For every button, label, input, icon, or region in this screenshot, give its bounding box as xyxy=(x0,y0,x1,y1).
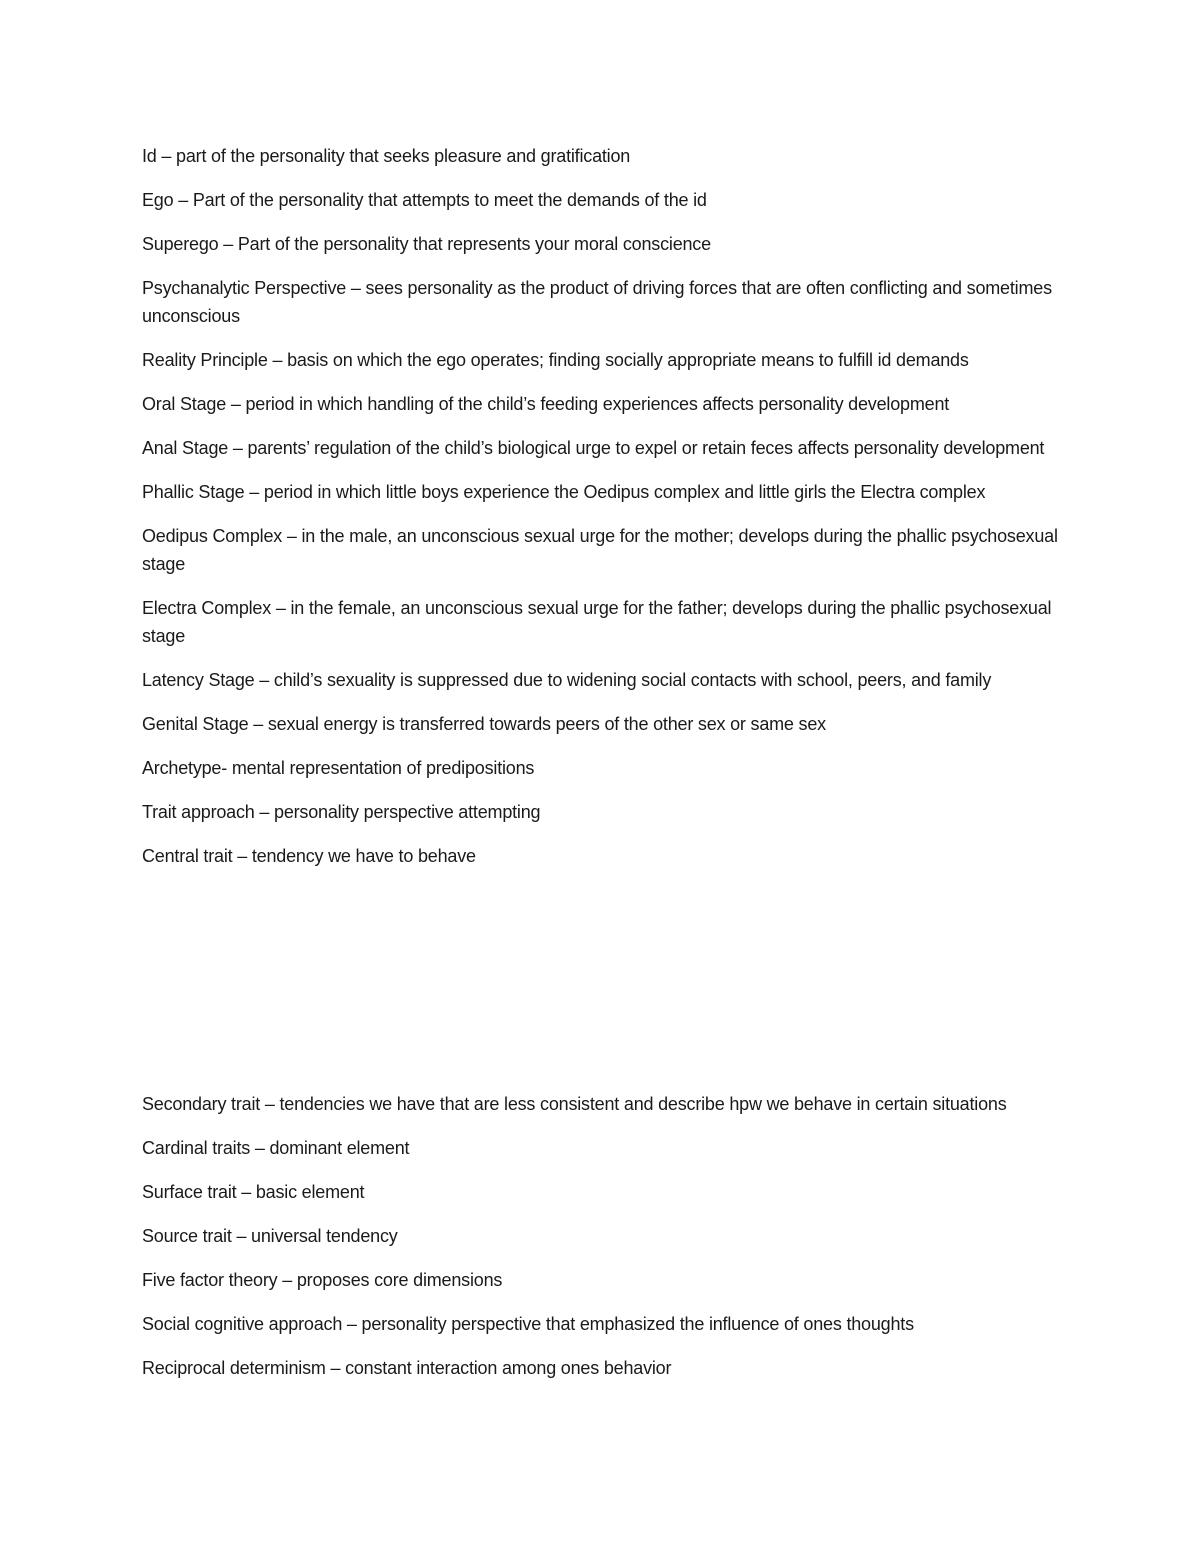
definition-trait-approach: Trait approach – personality perspective attempting xyxy=(142,802,541,822)
definition-psychanalytic-perspective: Psychanalytic Perspective – sees personality as the product of driving forces that are often conflicting and sometimes unconscious xyxy=(142,278,1052,326)
definitions-block-2 xyxy=(142,1090,1062,1398)
definition-electra-complex: Electra Complex – in the female, an unconscious sexual urge for the father; develops during the phallic psychosexual stage xyxy=(142,598,1052,646)
definition-cardinal-traits: Cardinal traits – dominant element xyxy=(142,1138,410,1158)
definition-archetype: Archetype- mental representation of predipositions xyxy=(142,758,535,778)
definitions-block-1 xyxy=(142,142,1062,886)
definition-oedipus-complex: Oedipus Complex – in the male, an unconscious sexual urge for the mother; develops during the phallic psychosexual stage xyxy=(142,526,1058,574)
definition-secondary-trait: Secondary trait – tendencies we have that are less consistent and describe hpw we behave in certain situations xyxy=(142,1094,1007,1114)
definition-id: Id – part of the personality that seeks pleasure and gratification xyxy=(142,146,631,166)
definition-reality-principle: Reality Principle – basis on which the ego operates; finding socially appropriate means to fulfill id demands xyxy=(142,350,969,370)
definition-ego: Ego – Part of the personality that attempts to meet the demands of the id xyxy=(142,190,707,210)
definition-central-trait: Central trait – tendency we have to behave xyxy=(142,846,476,866)
definition-superego: Superego – Part of the personality that represents your moral conscience xyxy=(142,234,711,254)
definition-latency-stage: Latency Stage – child’s sexuality is suppressed due to widening social contacts with school, peers, and family xyxy=(142,670,992,690)
definition-anal-stage: Anal Stage – parents’ regulation of the child’s biological urge to expel or retain feces affects personality development xyxy=(142,438,1045,458)
definition-social-cognitive-approach: Social cognitive approach – personality perspective that emphasized the influence of ones thoughts xyxy=(142,1314,914,1334)
definition-five-factor-theory: Five factor theory – proposes core dimensions xyxy=(142,1270,503,1290)
definition-source-trait: Source trait – universal tendency xyxy=(142,1226,398,1246)
definition-phallic-stage: Phallic Stage – period in which little boys experience the Oedipus complex and little girls the Electra complex xyxy=(142,482,986,502)
definition-reciprocal-determinism: Reciprocal determinism – constant interaction among ones behavior xyxy=(142,1358,672,1378)
definition-oral-stage: Oral Stage – period in which handling of the child’s feeding experiences affects personality development xyxy=(142,394,950,414)
definition-surface-trait: Surface trait – basic element xyxy=(142,1182,365,1202)
definition-genital-stage: Genital Stage – sexual energy is transferred towards peers of the other sex or same sex xyxy=(142,714,826,734)
